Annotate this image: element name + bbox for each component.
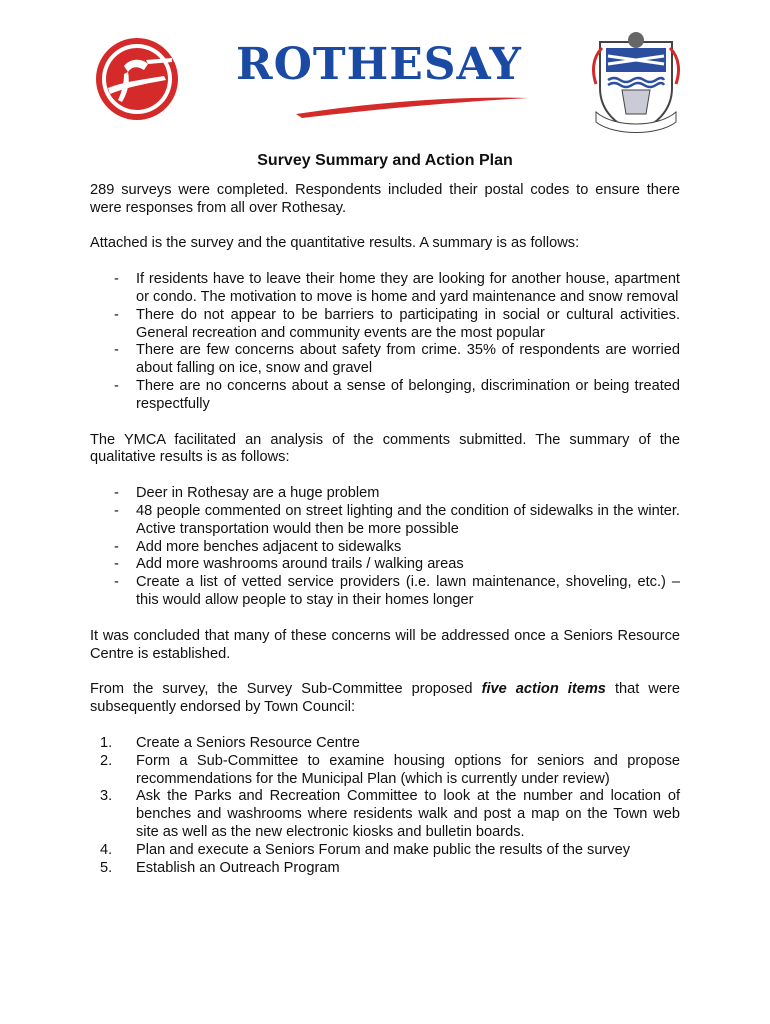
list-item: - If residents have to leave their home they are looking for another house, apartment or condo. The motivation to move is home and yard maintenance and snow removal (114, 271, 680, 305)
page-title: Survey Summary and Action Plan (257, 152, 513, 169)
action-items-list (90, 735, 680, 877)
list-item: - Deer in Rothesay are a huge problem (114, 485, 380, 502)
list-item: - Add more washrooms around trails / walking areas (114, 556, 464, 573)
action-item: 1. Create a Seniors Resource Centre (100, 734, 360, 751)
letterhead (0, 0, 770, 140)
action-item: 5. Establish an Outreach Program (100, 859, 340, 876)
action-item: 2. Form a Sub-Committee to examine housing options for seniors and propose recommendations for the Municipal Plan (which is currently under review) (100, 752, 680, 787)
concluded-paragraph: It was concluded that many of these concerns will be addressed once a Seniors Resource Centre is established. (90, 627, 680, 662)
quantitative-summary-list (90, 271, 680, 413)
action-item: 3. Ask the Parks and Recreation Committee to look at the number and location of benches and washrooms where residents walk and post a map on the Town web site as well as the new electronic kiosks and bulletin boards. (100, 788, 680, 840)
document-body (90, 152, 680, 877)
action-item: 4. Plan and execute a Seniors Forum and make public the results of the survey (100, 841, 631, 858)
swoosh-icon (236, 88, 532, 120)
wordmark-text: ROTHESAY (236, 39, 522, 90)
attached-paragraph: Attached is the survey and the quantitative results. A summary is as follows: (90, 235, 580, 252)
rothesay-wordmark (236, 40, 532, 120)
list-item: - Create a list of vetted service providers (i.e. lawn maintenance, shoveling, etc.) – this would allow people to stay in their homes longer (114, 574, 680, 608)
list-item: - There are few concerns about safety from crime. 35% of respondents are worried about falling on ice, snow and gravel (114, 342, 680, 377)
list-item: - There do not appear to be barriers to participating in social or cultural activities. General recreation and community events are the most popular (114, 306, 680, 341)
intro-paragraph: 289 surveys were completed. Respondents included their postal codes to ensure there were responses from all over Rothesay. (90, 181, 680, 216)
school-crest-icon (592, 28, 680, 138)
list-item: - There are no concerns about a sense of belonging, discrimination or being treated respectfully (114, 377, 680, 412)
list-item: - 48 people commented on street lighting and the condition of sidewalks in the winter. Active transportation would then be more possible (114, 502, 680, 537)
qualitative-summary-list (90, 485, 680, 610)
town-emblem-icon (94, 36, 180, 122)
five-action-items-emphasis: five action items (481, 681, 606, 698)
proposal-paragraph: From the survey, the Survey Sub-Committee proposed five action items that were subsequently endorsed by Town Council: (90, 681, 680, 716)
ymca-paragraph: The YMCA facilitated an analysis of the comments submitted. The summary of the qualitative results is as follows: (90, 431, 680, 466)
list-item: - Add more benches adjacent to sidewalks (114, 538, 402, 555)
